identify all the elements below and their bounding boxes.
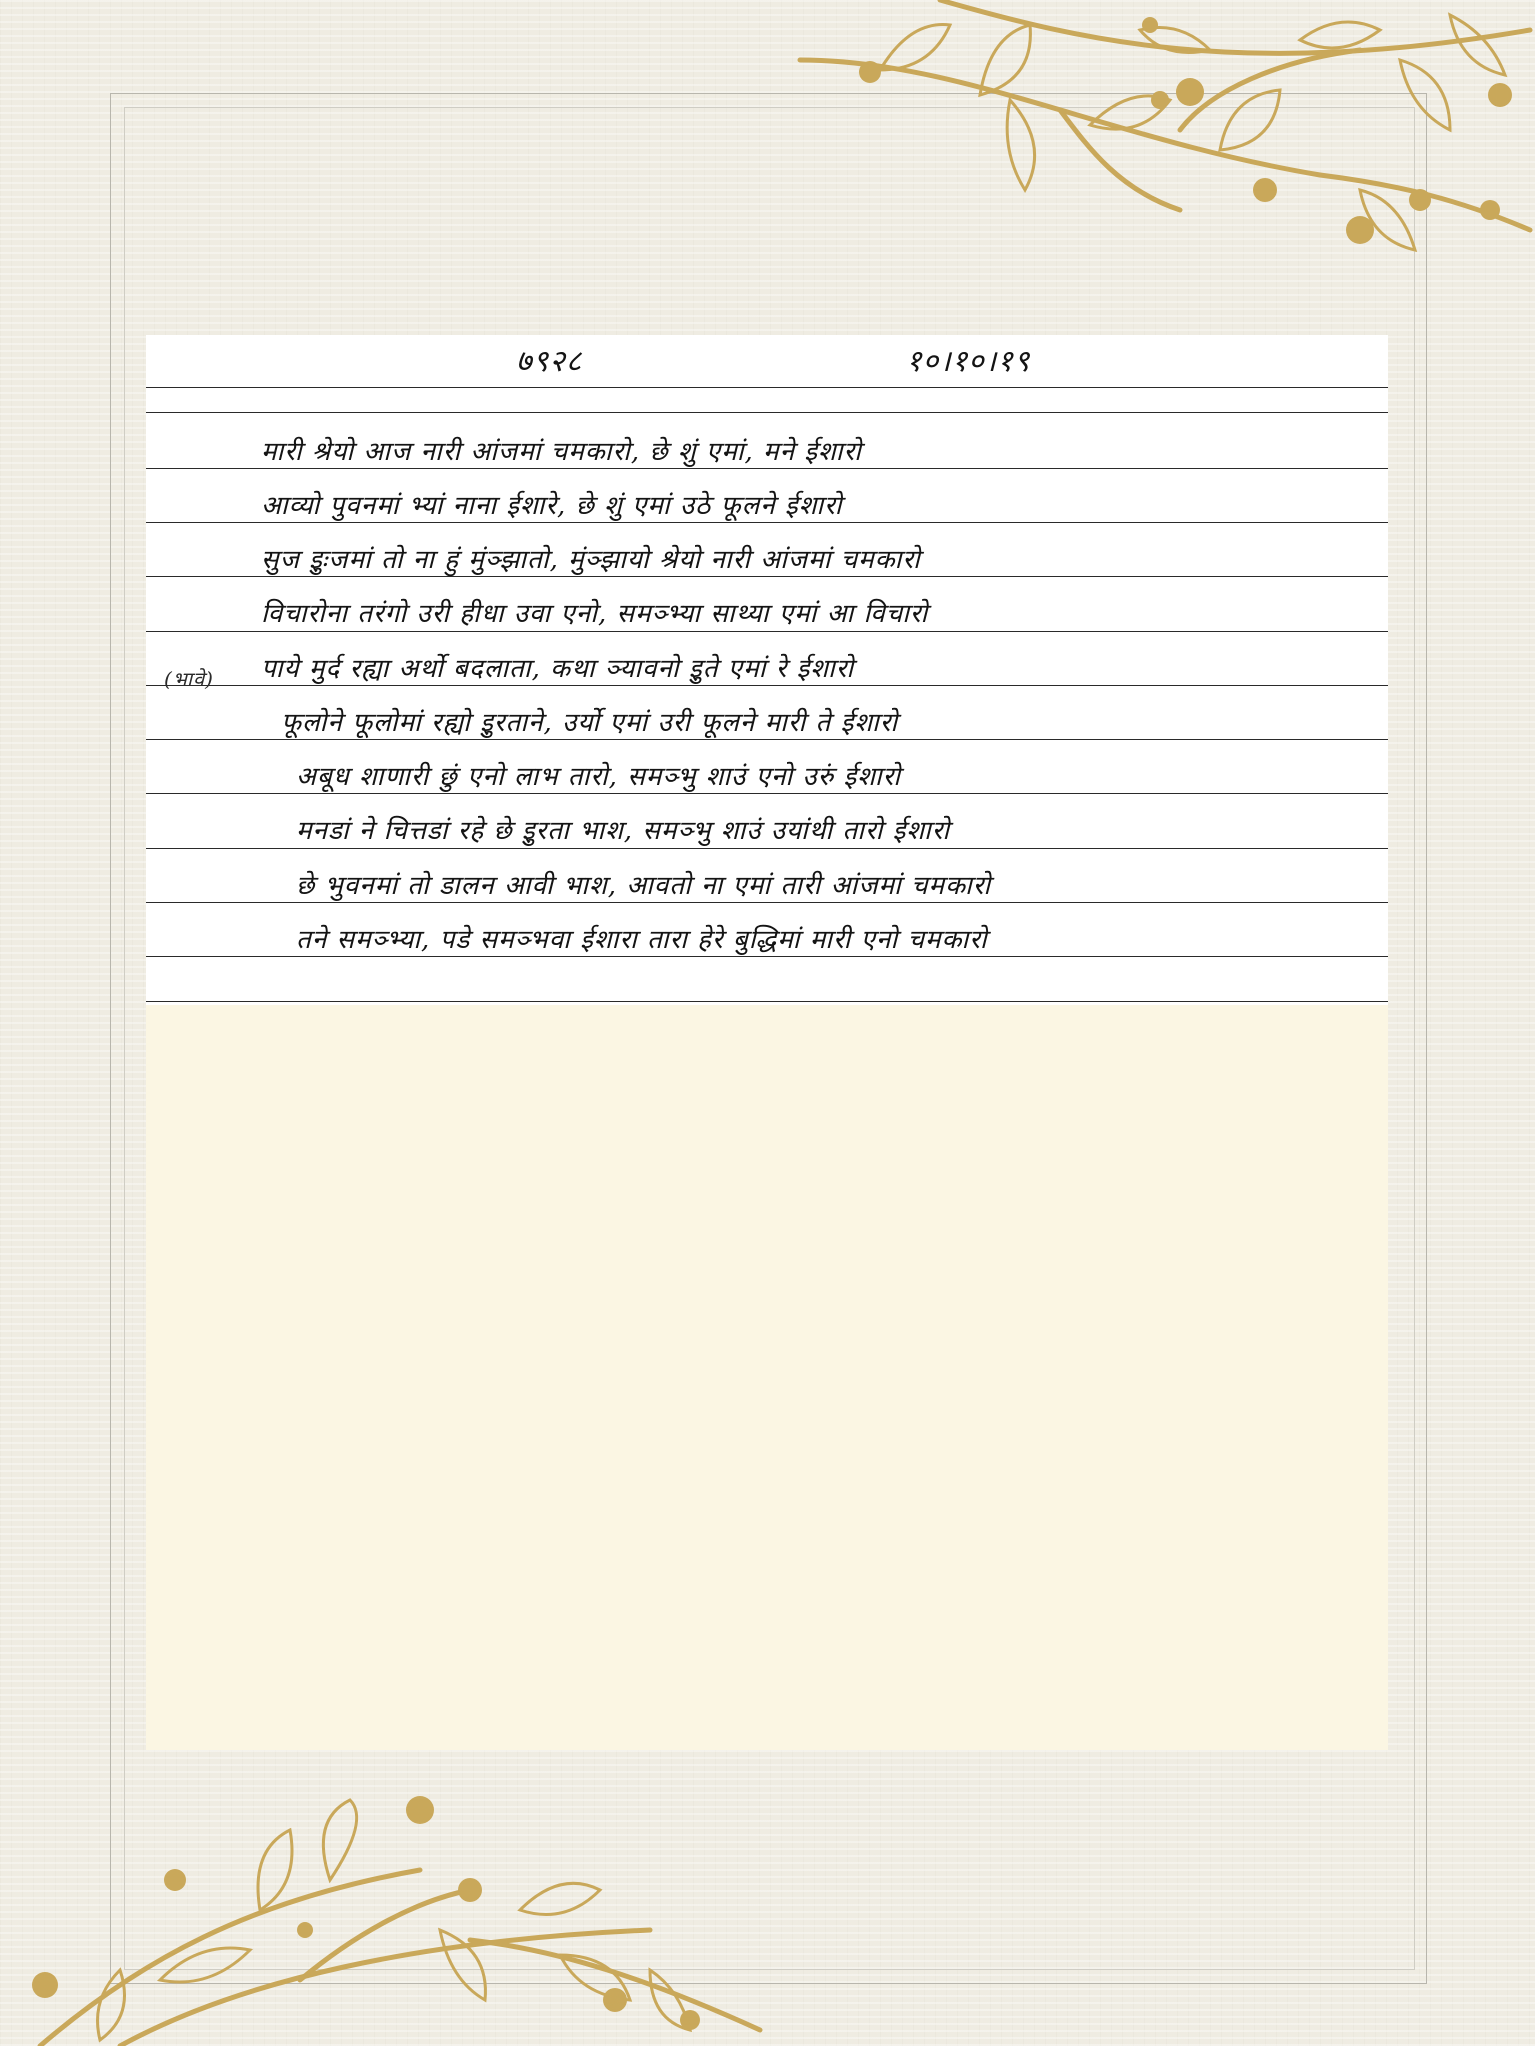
cream-panel xyxy=(146,1005,1388,1750)
ruled-line xyxy=(146,522,1388,523)
poem-line-9: छे भुवनमां तो डालन आवी भाश, आवतो ना एमां तारी आंजमां चमकारो xyxy=(296,871,992,901)
ruled-line xyxy=(146,1001,1388,1002)
entry-date: १०।१०।१९ xyxy=(906,344,1031,379)
ruled-line xyxy=(146,793,1388,794)
ruled-line xyxy=(146,848,1388,849)
poem-line-10: तने समञ्भ्या, पडे समञ्भवा ईशारा तारा हेरे बुद्धिमां मारी एनो चमकारो xyxy=(296,925,988,955)
ruled-line xyxy=(146,412,1388,413)
ruled-line xyxy=(146,631,1388,632)
leaf-ornament-bottom-left xyxy=(0,1780,790,2046)
poem-line-5: पाये मुर्द रह्या अर्थो बदलाता, कथा ञ्यावनो इुते एमां रे ईशारो xyxy=(261,654,855,684)
entry-number: ७९२८ xyxy=(516,344,583,379)
handwritten-page xyxy=(146,335,1388,1005)
ruled-line xyxy=(146,956,1388,957)
ruled-line xyxy=(146,902,1388,903)
poem-line-3: सुज इुःजमां तो ना हुं मुंञ्झातो, मुंञ्झायो श्रेयो नारी आंजमां चमकारो xyxy=(261,545,921,575)
ruled-line xyxy=(146,685,1388,686)
poem-line-7: अबूध शाणारी छुं एनो लाभ तारो, समञ्भु शाउं एनो उरुं ईशारो xyxy=(296,762,901,792)
leaf-ornament-top-right xyxy=(760,0,1535,300)
ruled-line xyxy=(146,468,1388,469)
ruled-line xyxy=(146,576,1388,577)
poem-line-8: मनडां ने चित्तडां रहे छे इुरता भाश, समञ्भु शाउं उयांथी तारो ईशारो xyxy=(296,816,951,846)
margin-note: (भावे) xyxy=(164,667,214,691)
poem-line-4: विचारोना तरंगो उरी हीधा उवा एनो, समञ्भ्या साथ्या एमां आ विचारो xyxy=(261,599,929,629)
poem-line-1: मारी श्रेयो आज नारी आंजमां चमकारो, छे शुं एमां, मने ईशारो xyxy=(261,437,862,467)
ruled-line xyxy=(146,739,1388,740)
poem-line-2: आव्यो पुवनमां भ्यां नाना ईशारे, छे शुं एमां उठे फूलने ईशारो xyxy=(261,491,843,521)
ruled-line xyxy=(146,387,1388,388)
poem-line-6: फूलोने फूलोमां रह्यो इुरताने, उर्यो एमां उरी फूलने मारी ते ईशारो xyxy=(281,708,899,738)
